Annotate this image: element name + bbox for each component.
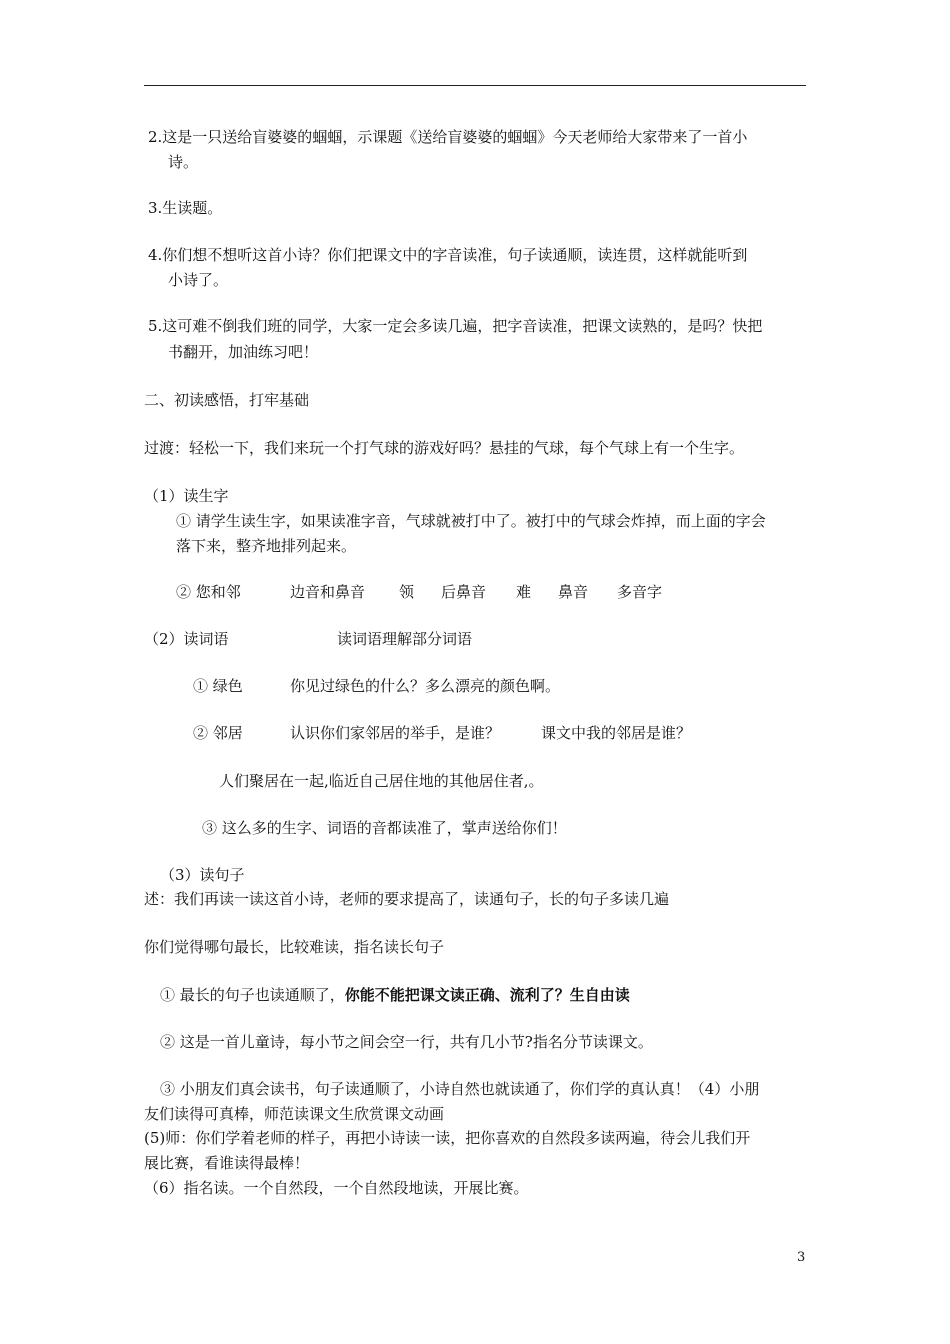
section-2-heading: 二、初读感悟，打牢基础: [144, 391, 310, 409]
step-1-item-b-1: 边音和鼻音: [290, 583, 366, 601]
step-1-item-b-0: ② 您和邻: [176, 583, 241, 601]
reading-6: （6）指名读。一个自然段，一个自然段地读，开展比赛。: [144, 1179, 529, 1197]
step-1-item-b-6: 多音字: [617, 583, 663, 601]
reading-3-line-2: 友们读得可真棒，师范读课文生欣赏课文动画: [144, 1105, 445, 1123]
step-1-item-a-line-2: 落下来，整齐地排列起来。: [176, 537, 357, 555]
step-2-heading: （2）读词语: [144, 630, 229, 648]
paragraph-3: 3.生读题。: [148, 199, 223, 217]
step-3-question: 你们觉得哪句最长，比较难读，指名读长句子: [144, 938, 445, 956]
word-2: ② 邻居: [193, 724, 243, 742]
word-2-definition: 人们聚居在一起,临近自己居住地的其他居住者,。: [219, 772, 544, 790]
word-2-question-1: 认识你们家邻居的举手，是谁？: [290, 724, 501, 742]
paragraph-4-line-1: 4.你们想不想听这首小诗？你们把课文中的字音读准，句子读通顺，读连贯，这样就能听到: [148, 246, 748, 264]
step-1-item-b-2: 领: [399, 583, 415, 601]
step-3-description: 述：我们再读一读这首小诗，老师的要求提高了，读通句子，长的句子多读几遍: [144, 890, 670, 908]
step-3-heading: （3）读句子: [160, 866, 245, 884]
reading-5-line-2: 展比赛，看谁读得最棒！: [144, 1154, 310, 1172]
step-1-item-b-4: 难: [516, 583, 532, 601]
reading-5-line-1: (5)师：你们学着老师的样子，再把小诗读一读，把你喜欢的自然段多读两遍，待会儿我们开: [144, 1129, 751, 1147]
reading-2: ② 这是一首儿童诗，每小节之间会空一行，共有几小节?指名分节读课文。: [160, 1033, 653, 1051]
transition-text: 过渡：轻松一下，我们来玩一个打气球的游戏好吗？悬挂的气球，每个气球上有一个生字。: [144, 439, 745, 457]
step-1-heading: （1）读生字: [144, 487, 229, 505]
paragraph-2-line-2: 诗。: [168, 153, 199, 171]
step-1-item-a-line-1: ① 请学生读生字，如果读准字音，气球就被打中了。被打中的气球会炸掉，而上面的字会: [176, 512, 766, 530]
page-number: 3: [797, 1250, 806, 1265]
step-2-note: 读词语理解部分词语: [337, 630, 473, 648]
paragraph-5-line-1: 5.这可难不倒我们班的同学，大家一定会多读几遍，把字音读准，把课文读熟的，是吗？快把: [148, 317, 763, 335]
reading-3-line-1: ③ 小朋友们真会读书，句子读通顺了，小诗自然也就读通了，你们学的真认真！（4）小朋: [160, 1080, 760, 1098]
word-1-question: 你见过绿色的什么？多么漂亮的颜色啊。: [290, 677, 561, 695]
reading-1-line: [160, 983, 630, 1008]
reading-1-bold-text: 你能不能把课文读正确、流利了？生自由读: [344, 986, 630, 1004]
paragraph-5-line-2: 书翻开，加油练习吧！: [168, 343, 319, 361]
paragraph-2-line-1: 2.这是一只送给盲婆婆的蝈蝈，示课题《送给盲婆婆的蝈蝈》今天老师给大家带来了一首小: [148, 128, 748, 146]
reading-1-text: ① 最长的句子也读通顺了，: [160, 986, 345, 1004]
header-rule: [144, 85, 806, 86]
step-1-item-b-5: 鼻音: [558, 583, 589, 601]
word-3: ③ 这么多的生字、词语的音都读准了，掌声送给你们！: [202, 819, 567, 837]
step-1-item-b-3: 后鼻音: [441, 583, 487, 601]
paragraph-4-line-2: 小诗了。: [168, 271, 229, 289]
word-1: ① 绿色: [193, 677, 243, 695]
word-2-question-2: 课文中我的邻居是谁？: [541, 724, 692, 742]
